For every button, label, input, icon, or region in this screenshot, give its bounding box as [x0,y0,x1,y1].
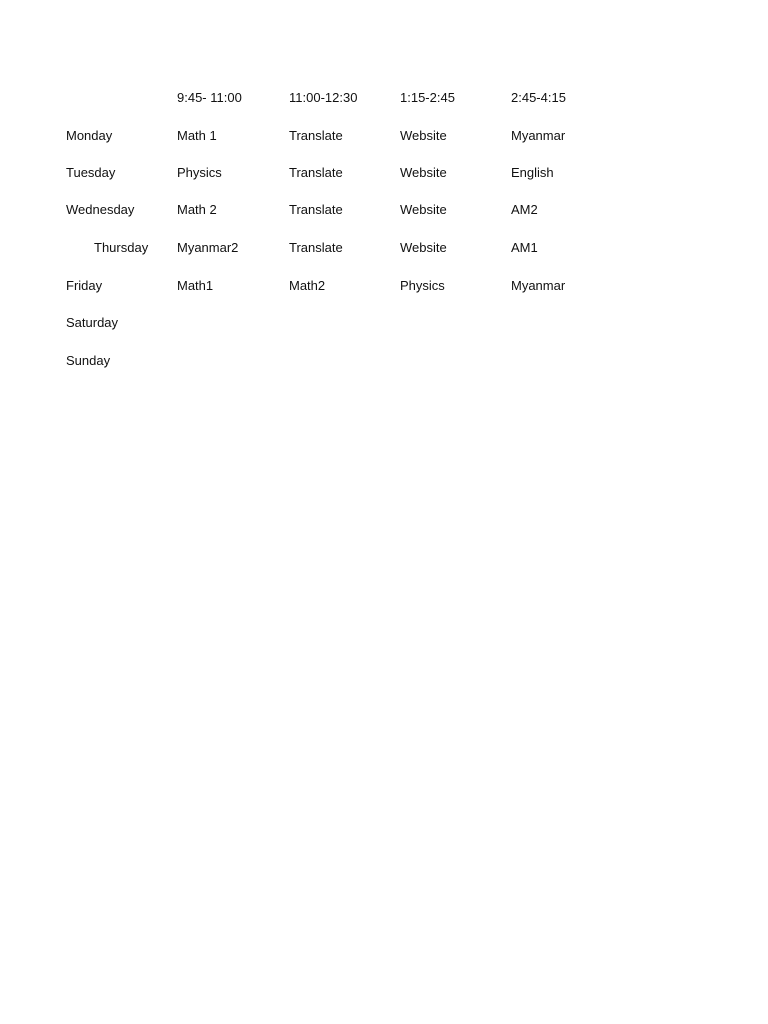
timetable-row-thursday [0,238,768,258]
subject-cell: Math2 [289,278,326,293]
subject-cell: Physics [400,278,445,293]
timetable-row-tuesday [0,163,768,183]
day-label: Wednesday [66,202,135,217]
subject-cell: AM1 [511,240,538,255]
subject-cell: Website [400,202,447,217]
time-slot-header: 9:45- 11:00 [177,90,242,105]
subject-cell: Math 1 [177,128,217,143]
timetable-row-saturday [0,313,768,333]
subject-cell: Myanmar2 [177,240,239,255]
timetable-row-friday [0,276,768,296]
subject-cell: Website [400,128,447,143]
subject-cell: Math 2 [177,202,217,217]
subject-cell: Myanmar [511,128,566,143]
subject-cell: Math1 [177,278,214,293]
time-slot-header: 11:00-12:30 [289,90,358,105]
subject-cell: Translate [289,240,343,255]
day-label: Saturday [66,315,119,330]
subject-cell: AM2 [511,202,538,217]
subject-cell: Website [400,240,447,255]
subject-cell: Translate [289,128,343,143]
subject-cell: Myanmar [511,278,566,293]
day-label: Thursday [94,240,149,255]
day-label: Friday [66,278,103,293]
timetable-header-row [0,88,768,108]
subject-cell: Translate [289,165,343,180]
time-slot-header: 2:45-4:15 [511,90,566,105]
day-label: Monday [66,128,113,143]
time-slot-header: 1:15-2:45 [400,90,455,105]
subject-cell: Translate [289,202,343,217]
subject-cell: Physics [177,165,222,180]
subject-cell: English [511,165,554,180]
day-label: Tuesday [66,165,116,180]
subject-cell: Website [400,165,447,180]
timetable-row-monday [0,126,768,146]
timetable-row-wednesday [0,200,768,220]
timetable-row-sunday [0,351,768,371]
day-label: Sunday [66,353,111,368]
